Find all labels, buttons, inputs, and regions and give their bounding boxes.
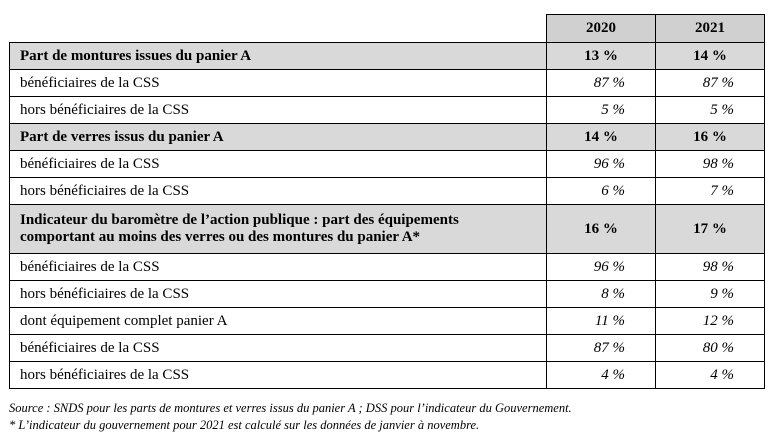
table-row (10, 43, 765, 70)
stats-table (9, 14, 765, 389)
value-2021: 12 % (656, 308, 765, 335)
value-2021: 7 % (656, 178, 765, 205)
table-row (10, 254, 765, 281)
value-2021: 80 % (656, 335, 765, 362)
table-row (10, 97, 765, 124)
value-2020: 87 % (547, 335, 656, 362)
row-label: hors bénéficiaires de la CSS (10, 362, 547, 389)
value-2020: 87 % (547, 70, 656, 97)
column-header-2020: 2020 (547, 15, 656, 43)
table-row (10, 151, 765, 178)
header-blank-cell (10, 15, 547, 43)
value-2020: 16 % (547, 205, 656, 254)
table-notes (9, 400, 572, 434)
row-label: Part de montures issues du panier A (10, 43, 547, 70)
value-2020: 13 % (547, 43, 656, 70)
value-2021: 14 % (656, 43, 765, 70)
value-2020: 96 % (547, 151, 656, 178)
header-row (10, 15, 765, 43)
value-2021: 98 % (656, 151, 765, 178)
row-label: bénéficiaires de la CSS (10, 335, 547, 362)
row-label: hors bénéficiaires de la CSS (10, 97, 547, 124)
value-2020: 14 % (547, 124, 656, 151)
value-2021: 98 % (656, 254, 765, 281)
table-row (10, 124, 765, 151)
value-2020: 4 % (547, 362, 656, 389)
column-header-2021: 2021 (656, 15, 765, 43)
value-2021: 16 % (656, 124, 765, 151)
table-row (10, 308, 765, 335)
row-label: hors bénéficiaires de la CSS (10, 178, 547, 205)
table-row (10, 362, 765, 389)
row-label: hors bénéficiaires de la CSS (10, 281, 547, 308)
value-2021: 4 % (656, 362, 765, 389)
row-label: bénéficiaires de la CSS (10, 254, 547, 281)
source-note: Source : SNDS pour les parts de montures et verres issus du panier A ; DSS pour l’indicateur du Gouvernement. (9, 401, 572, 415)
value-2021: 9 % (656, 281, 765, 308)
row-label: Indicateur du baromètre de l’action publique : part des équipements comportant au moins des verres ou des montures du panier A* (10, 205, 547, 254)
row-label: bénéficiaires de la CSS (10, 70, 547, 97)
value-2020: 8 % (547, 281, 656, 308)
value-2020: 96 % (547, 254, 656, 281)
row-label: dont équipement complet panier A (10, 308, 547, 335)
row-label: bénéficiaires de la CSS (10, 151, 547, 178)
footnote: * L’indicateur du gouvernement pour 2021 est calculé sur les données de janvier à novembre. (9, 418, 480, 432)
value-2020: 6 % (547, 178, 656, 205)
value-2020: 11 % (547, 308, 656, 335)
table-row (10, 70, 765, 97)
value-2021: 87 % (656, 70, 765, 97)
table-row (10, 205, 765, 254)
value-2021: 5 % (656, 97, 765, 124)
table-row (10, 281, 765, 308)
value-2020: 5 % (547, 97, 656, 124)
value-2021: 17 % (656, 205, 765, 254)
table-row (10, 178, 765, 205)
row-label: Part de verres issus du panier A (10, 124, 547, 151)
table-row (10, 335, 765, 362)
